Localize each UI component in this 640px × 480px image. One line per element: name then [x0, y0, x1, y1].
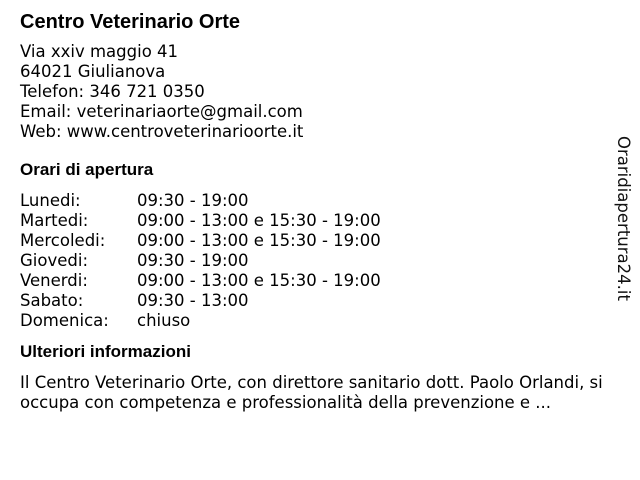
day-label: Giovedi:: [20, 251, 88, 270]
day-label: Domenica:: [20, 311, 109, 330]
hours-row-mercoledi: [20, 231, 620, 251]
hours-row-domenica: [20, 311, 620, 331]
day-label: Martedi:: [20, 211, 89, 230]
opening-hours-heading: Orari di apertura: [20, 160, 154, 179]
day-label: Mercoledi:: [20, 231, 106, 250]
time-value: 09:30 - 19:00: [137, 191, 249, 210]
time-value: 09:00 - 13:00 e 15:30 - 19:00: [137, 231, 381, 250]
time-value: 09:00 - 13:00 e 15:30 - 19:00: [137, 211, 381, 230]
email-line: Email: veterinariaorte@gmail.com: [20, 102, 303, 121]
hours-row-sabato: [20, 291, 620, 311]
description-text: Il Centro Veterinario Orte, con direttore sanitario dott. Paolo Orlandi, si occupa con competenza e professionalità della prevenzione e ...: [20, 373, 603, 412]
side-brand-label: Oraridiapertura24.it: [614, 136, 633, 301]
time-value: 09:30 - 13:00: [137, 291, 249, 310]
address-line: Via xxiv maggio 41: [20, 42, 179, 61]
day-label: Sabato:: [20, 291, 84, 310]
hours-row-venerdi: [20, 271, 620, 291]
hours-row-lunedi: [20, 191, 620, 211]
day-label: Venerdi:: [20, 271, 88, 290]
time-value: chiuso: [137, 311, 191, 330]
day-label: Lunedi:: [20, 191, 81, 210]
contact-block: [20, 42, 620, 142]
business-name: Centro Veterinario Orte: [20, 11, 241, 33]
opening-hours-table: [20, 191, 620, 331]
hours-row-martedi: [20, 211, 620, 231]
phone-line: Telefon: 346 721 0350: [20, 82, 205, 101]
business-card: [20, 10, 620, 413]
hours-row-giovedi: [20, 251, 620, 271]
more-info-heading: Ulteriori informazioni: [20, 342, 191, 361]
city-line: 64021 Giulianova: [20, 62, 166, 81]
web-line: Web: www.centroveterinarioorte.it: [20, 122, 304, 141]
time-value: 09:30 - 19:00: [137, 251, 249, 270]
time-value: 09:00 - 13:00 e 15:30 - 19:00: [137, 271, 381, 290]
